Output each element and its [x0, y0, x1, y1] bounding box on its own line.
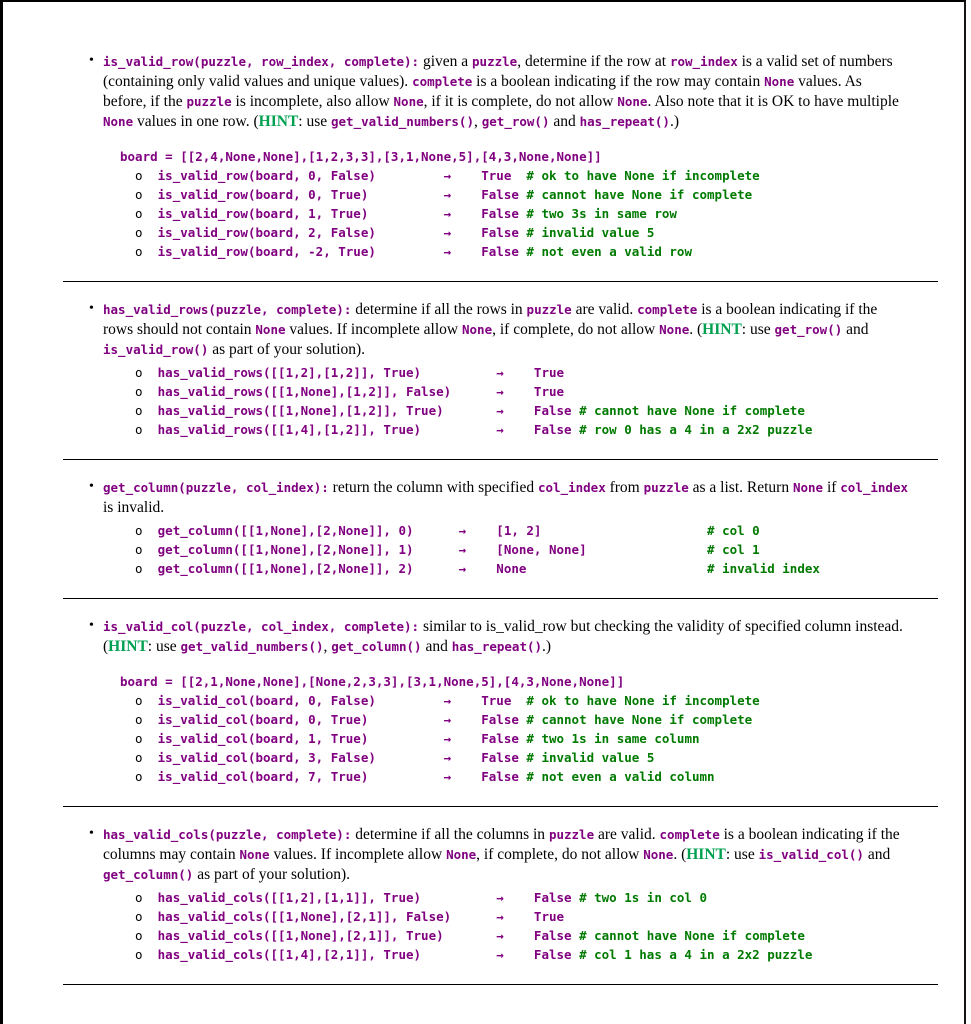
bullet-icon: • — [89, 53, 94, 68]
paragraph-text: has_valid_rows(puzzle, complete): determine if all the rows in puzzle are valid. complete is a boolean indicating if the rows should not contain None values. If incomplete allow None, if complete, do not allow None. (HINT: use get_row() and is_valid_row() as part of your solution). — [103, 301, 878, 358]
code-line: board = [[2,4,None,None],[1,2,3,3],[3,1,None,5],[4,3,None,None]] — [120, 149, 602, 164]
code-line: o has_valid_rows([[1,None],[1,2]], False) → True — [120, 384, 565, 399]
section-divider — [63, 806, 938, 807]
bullet-icon: • — [89, 301, 94, 316]
section-get-column — [3, 478, 964, 599]
code-line: board = [[2,1,None,None],[None,2,3,3],[3,1,None,5],[4,3,None,None]] — [120, 674, 625, 689]
code-line: o is_valid_row(board, 0, True) → False # cannot have None if complete — [120, 187, 753, 202]
paragraph-text: get_column(puzzle, col_index): return the column with specified col_index from puzzle as a list. Return None if col_index is invalid. — [103, 479, 909, 516]
document-content — [3, 2, 964, 985]
code-example-block — [120, 888, 964, 964]
section-has-valid-cols — [3, 825, 964, 985]
code-line: o is_valid_col(board, 3, False) → False # invalid value 5 — [120, 750, 655, 765]
code-line: o is_valid_col(board, 7, True) → False # not even a valid column — [120, 769, 715, 784]
section-has-valid-rows — [3, 300, 964, 460]
function-description-paragraph — [89, 825, 908, 885]
section-divider — [63, 459, 938, 460]
function-description-paragraph — [89, 617, 908, 657]
paragraph-text: is_valid_col(puzzle, col_index, complete): similar to is_valid_row but checking the validity of specified column instead. (HINT: use get_valid_numbers(), get_column() and has_repeat().) — [103, 618, 903, 655]
code-line: o is_valid_row(board, 1, True) → False # two 3s in same row — [120, 206, 677, 221]
code-line: o has_valid_cols([[1,4],[2,1]], True) → False # col 1 has a 4 in a 2x2 puzzle — [120, 947, 813, 962]
code-line: o has_valid_cols([[1,None],[2,1]], True) → False # cannot have None if complete — [120, 928, 805, 943]
code-line: o has_valid_cols([[1,None],[2,1]], False) → True — [120, 909, 565, 924]
code-line: o is_valid_row(board, 2, False) → False # invalid value 5 — [120, 225, 655, 240]
bullet-icon: • — [89, 826, 94, 841]
function-description-paragraph — [89, 52, 908, 132]
section-divider — [63, 984, 938, 985]
code-line: o is_valid_row(board, -2, True) → False # not even a valid row — [120, 244, 692, 259]
section-divider — [63, 281, 938, 282]
code-line: o get_column([[1,None],[2,None]], 1) → [None, None] # col 1 — [120, 542, 760, 557]
function-description-paragraph — [89, 300, 908, 360]
code-line: o has_valid_cols([[1,2],[1,1]], True) → False # two 1s in col 0 — [120, 890, 708, 905]
paragraph-text: has_valid_cols(puzzle, complete): determine if all the columns in puzzle are valid. complete is a boolean indicating if the columns may contain None values. If incomplete allow None, if complete, do not allow None. (HINT: use is_valid_col() and get_column() as part of your solution). — [103, 826, 900, 883]
section-is-valid-row — [3, 52, 964, 282]
paragraph-text: is_valid_row(puzzle, row_index, complete): given a puzzle, determine if the row at row_index is a valid set of numbers (containing only valid values and unique values). complete is a boolean indicating if the row may contain None values. As before, if the puzzle is incomplete, also allow None, if it is complete, do not allow None. Also note that it is OK to have multiple None values in one row. (HINT: use get_valid_numbers(), get_row() and has_repeat().) — [103, 53, 899, 130]
section-is-valid-col — [3, 617, 964, 807]
section-divider — [63, 598, 938, 599]
bullet-icon: • — [89, 618, 94, 633]
code-line: o get_column([[1,None],[2,None]], 2) → None # invalid index — [120, 561, 820, 576]
code-line: o is_valid_col(board, 0, False) → True # ok to have None if incomplete — [120, 693, 760, 708]
code-example-block — [120, 672, 964, 786]
code-line: o has_valid_rows([[1,4],[1,2]], True) → False # row 0 has a 4 in a 2x2 puzzle — [120, 422, 813, 437]
code-line: o is_valid_col(board, 0, True) → False # cannot have None if complete — [120, 712, 753, 727]
code-line: o is_valid_row(board, 0, False) → True # ok to have None if incomplete — [120, 168, 760, 183]
code-line: o is_valid_col(board, 1, True) → False # two 1s in same column — [120, 731, 700, 746]
code-example-block — [120, 363, 964, 439]
code-example-block — [120, 147, 964, 261]
code-line: o get_column([[1,None],[2,None]], 0) → [1, 2] # col 0 — [120, 523, 760, 538]
code-line: o has_valid_rows([[1,None],[1,2]], True) → False # cannot have None if complete — [120, 403, 805, 418]
code-example-block — [120, 521, 964, 578]
function-description-paragraph — [89, 478, 909, 518]
code-line: o has_valid_rows([[1,2],[1,2]], True) → True — [120, 365, 565, 380]
bullet-icon: • — [89, 479, 94, 494]
